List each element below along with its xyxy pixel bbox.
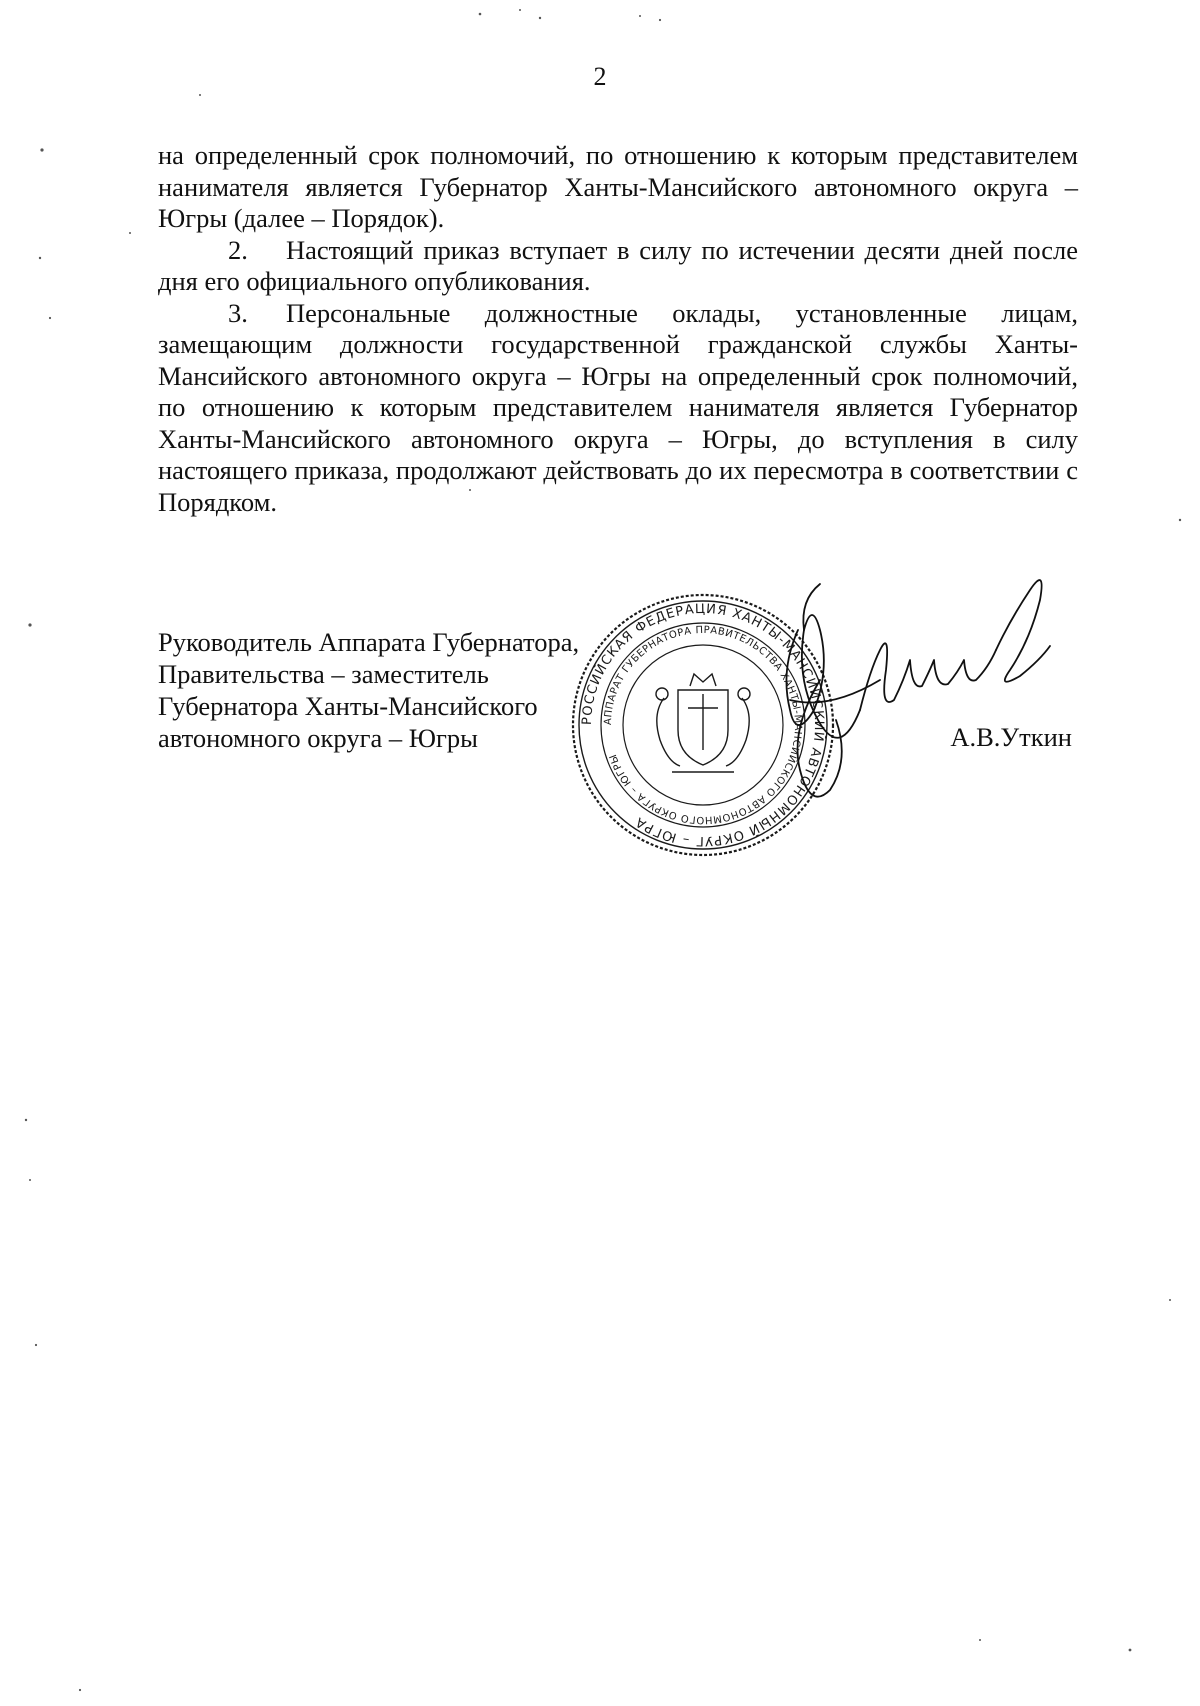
- paragraph-text: на определенный срок полномочий, по отношению к которым представителем нанимателя является Губернатор Ханты-Мансийского автономного округа – Югры (далее – Порядок).: [158, 140, 1078, 233]
- position-line: Губернатора Ханты-Мансийского: [158, 691, 538, 721]
- paragraph-continuation: [158, 140, 1078, 235]
- paragraph-item-3: [158, 298, 1078, 519]
- signer-name: А.В.Уткин: [950, 722, 1072, 752]
- seal-inner-text: АППАРАТ ГУБЕРНАТОРА ПРАВИТЕЛЬСТВА ХАНТЫ-МАНСИЙСКОГО АВТОНОМНОГО ОКРУГА – ЮГРЫ: [602, 624, 804, 826]
- position-line: Правительства – заместитель: [158, 659, 489, 689]
- seal-outer-text: РОССИЙСКАЯ ФЕДЕРАЦИЯ ХАНТЫ-МАНСИЙСКИЙ АВТОНОМНЫЙ ОКРУГ – ЮГРА: [579, 601, 827, 849]
- page-number: 2: [593, 62, 607, 91]
- signatory-position: [158, 626, 618, 754]
- position-line: Руководитель Аппарата Губернатора,: [158, 627, 580, 657]
- document-body: [158, 140, 1078, 518]
- paragraph-text: Персональные должностные оклады, установленные лицам, замещающим должности государственной гражданской службы Ханты-Мансийского автономного округа – Югры на определенный срок полномочий, по отношению к которым представителем нанимателя является Губернатор Ханты-Мансийского автономного округа – Югры, до вступления в силу настоящего приказа, продолжают действовать до их пересмотра в соответствии с Порядком.: [158, 297, 1078, 517]
- coat-of-arms-icon: [656, 674, 750, 772]
- paragraph-number: 2.: [228, 234, 248, 265]
- paragraph-item-2: [158, 235, 1078, 298]
- position-line: автономного округа – Югры: [158, 723, 478, 753]
- paragraph-number: 3.: [228, 297, 248, 328]
- paragraph-text: Настоящий приказ вступает в силу по истечении десяти дней после дня его официального опубликования.: [158, 234, 1078, 296]
